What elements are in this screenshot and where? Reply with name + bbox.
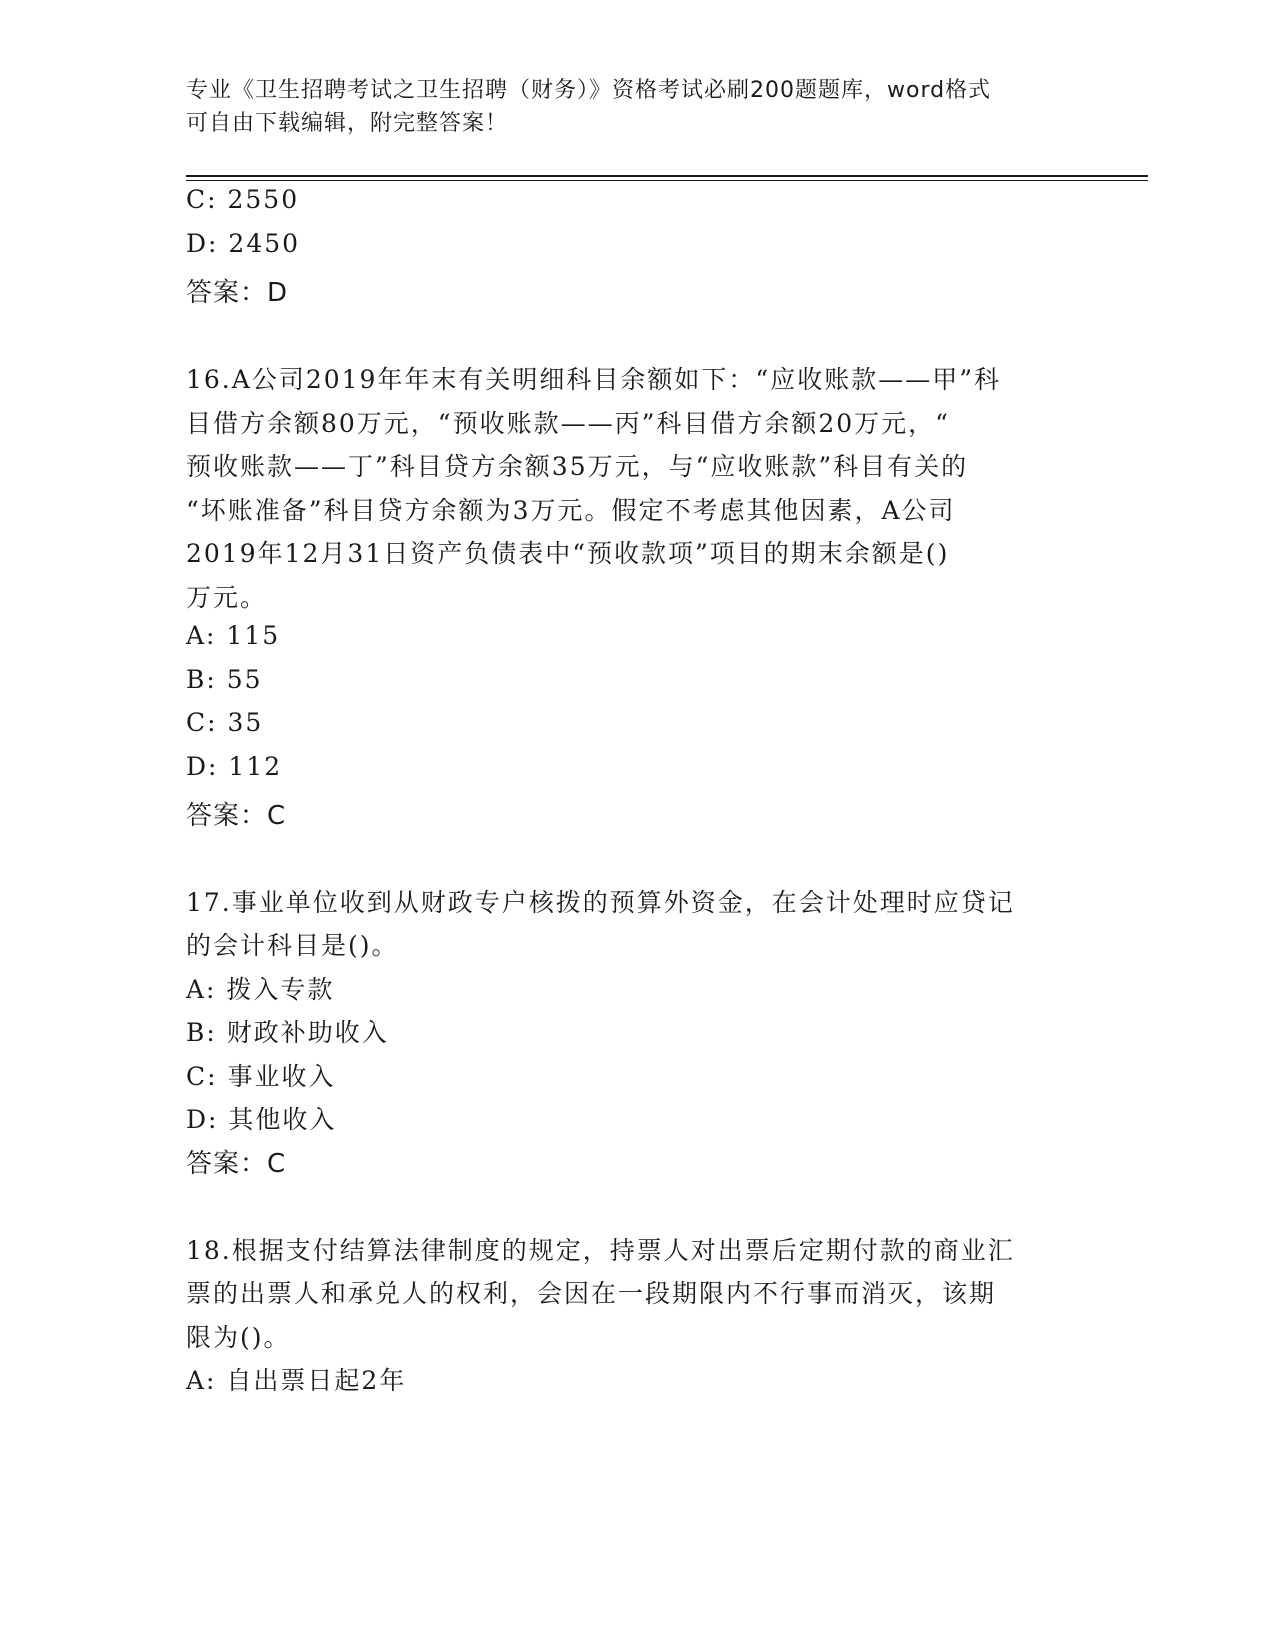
prev-answer: 答案：D [186, 278, 289, 308]
q16-option-a: A: 115 [186, 621, 281, 650]
q18-stem-line-3: 限为()。 [186, 1323, 291, 1352]
header-divider-thin [186, 180, 1148, 181]
q16-answer: 答案：C [186, 801, 287, 831]
header-title-line-2: 可自由下载编辑，附完整答案！ [186, 111, 509, 136]
q18-stem-line-1: 18.根据支付结算法律制度的规定，持票人对出票后定期付款的商业汇 [186, 1236, 1015, 1265]
q16-stem-line-3: 预收账款——丁”科目贷方余额35万元，与“应收账款”科目有关的 [186, 452, 969, 481]
q16-stem-line-6: 万元。 [186, 583, 268, 612]
q17-option-d: D: 其他收入 [186, 1105, 337, 1134]
q17-option-a: A: 拨入专款 [186, 975, 335, 1004]
q17-option-b: B: 财政补助收入 [186, 1018, 389, 1047]
q18-stem-line-2: 票的出票人和承兑人的权利，会因在一段期限内不行事而消灭，该期 [186, 1279, 997, 1308]
prev-option-c: C: 2550 [186, 185, 300, 214]
q17-stem-line-2: 的会计科目是()。 [186, 931, 399, 960]
q16-option-c: C: 35 [186, 708, 264, 737]
header-divider-thick [186, 175, 1148, 177]
q16-stem-line-2: 目借方余额80万元，“预收账款——丙”科目借方余额20万元，“ [186, 409, 950, 438]
q17-stem-line-1: 17.事业单位收到从财政专户核拨的预算外资金，在会计处理时应贷记 [186, 888, 1015, 917]
prev-option-d: D: 2450 [186, 229, 301, 258]
q17-answer: 答案：C [186, 1149, 287, 1179]
page-header [186, 74, 1086, 140]
q16-option-d: D: 112 [186, 752, 283, 781]
q16-stem-line-5: 2019年12月31日资产负债表中“预收款项”项目的期末余额是() [186, 539, 950, 568]
q16-option-b: B: 55 [186, 665, 263, 694]
header-title-line-1: 专业《卫生招聘考试之卫生招聘（财务）》资格考试必刷200题题库，word格式 [186, 78, 992, 103]
q16-stem-line-4: “坏账准备”科目贷方余额为3万元。假定不考虑其他因素，A公司 [186, 496, 956, 525]
q16-stem-line-1: 16.A公司2019年年末有关明细科目余额如下：“应收账款——甲”科 [186, 365, 1001, 394]
q17-option-c: C: 事业收入 [186, 1062, 336, 1091]
q18-option-a: A: 自出票日起2年 [186, 1366, 407, 1395]
